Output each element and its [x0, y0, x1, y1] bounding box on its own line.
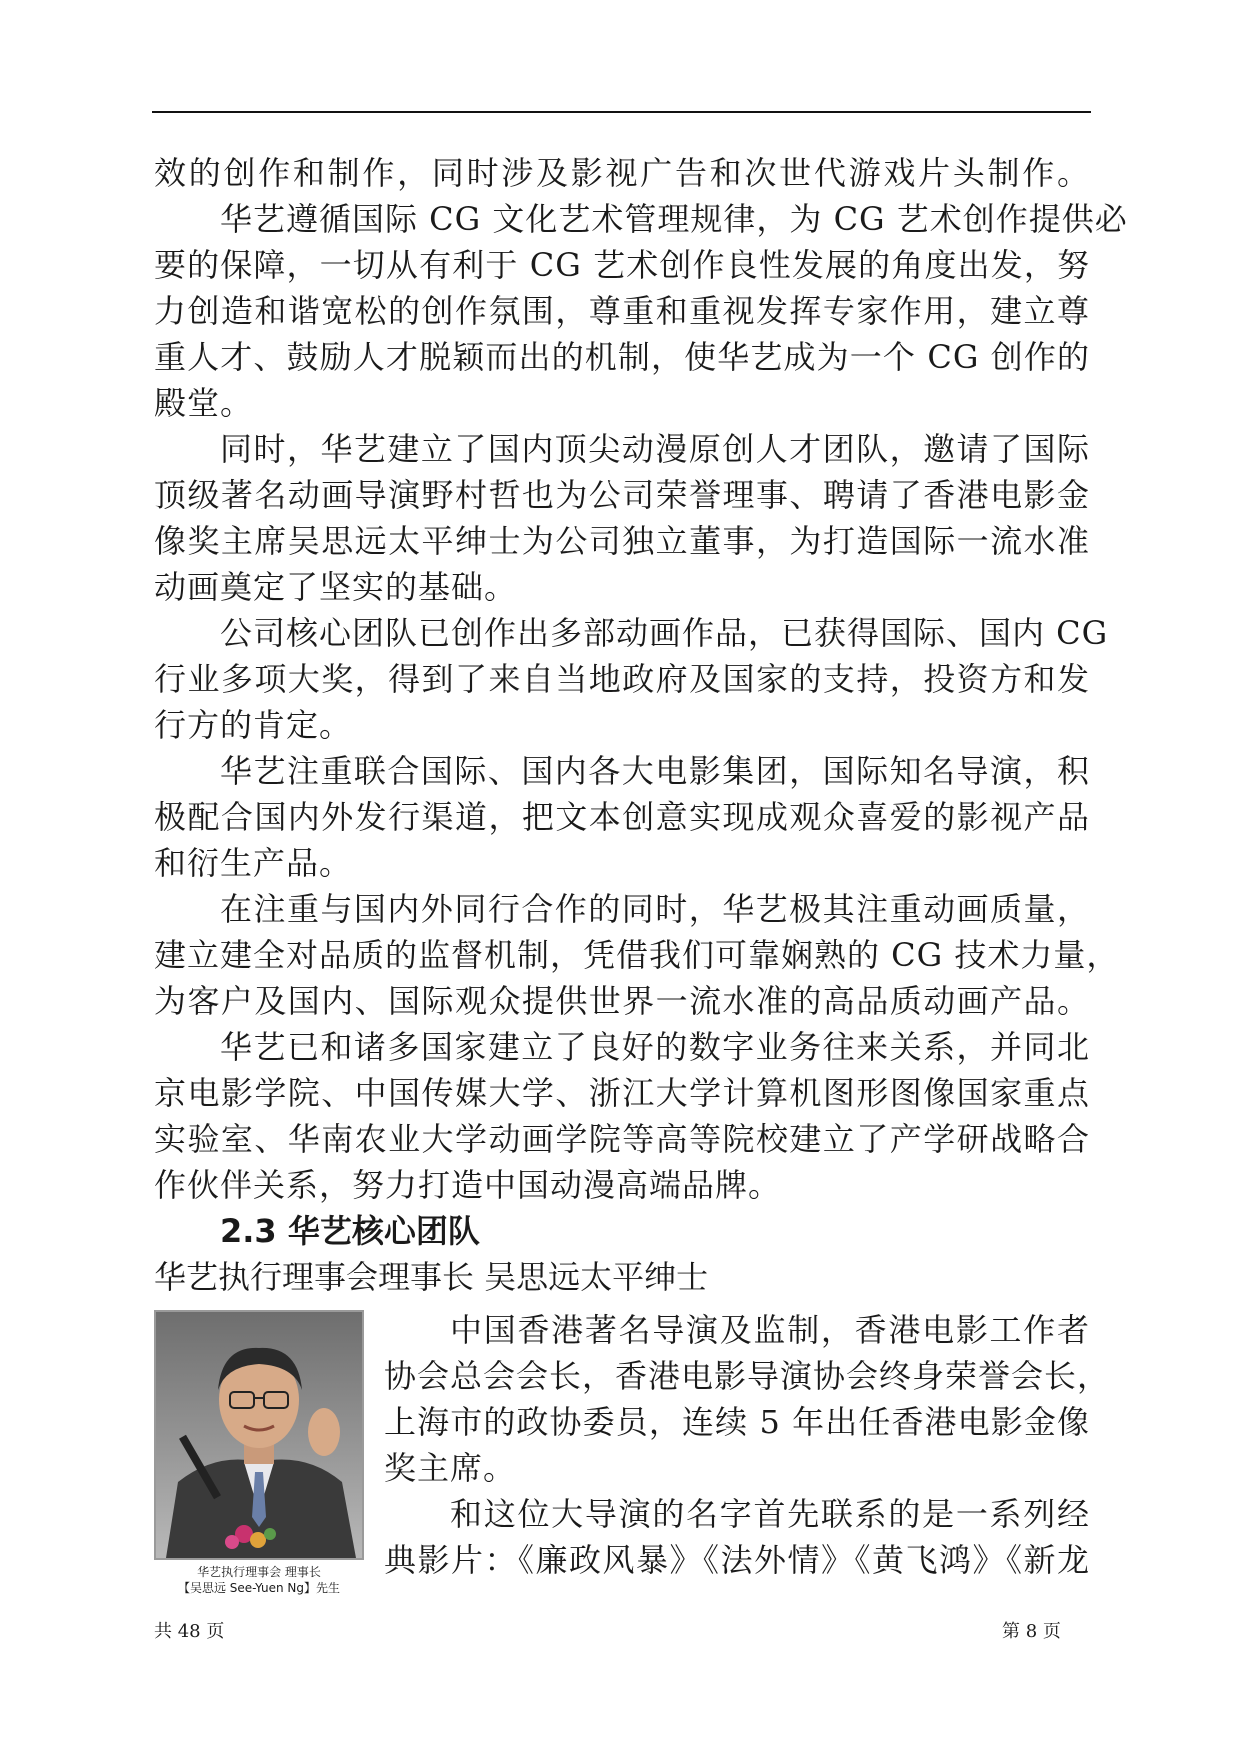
paragraph-line: 像奖主席吴思远太平绅士为公司独立董事，为打造国际一流水准 — [154, 522, 1090, 560]
profile-photo — [154, 1310, 364, 1560]
paragraph-line: 极配合国内外发行渠道，把文本创意实现成观众喜爱的影视产品 — [154, 798, 1090, 836]
paragraph-line: 和衍生产品。 — [154, 844, 353, 882]
paragraph-line: 要的保障，一切从有利于 CG 艺术创作良性发展的角度出发，努 — [154, 246, 1090, 284]
paragraph-line: 公司核心团队已创作出多部动画作品，已获得国际、国内 CG — [220, 614, 1109, 652]
main-text — [154, 150, 1128, 1300]
paragraph-line: 华艺注重联合国际、国内各大电影集团，国际知名导演，积 — [220, 752, 1090, 790]
caption-line: 【吴思远 See-Yuen Ng】先生 — [177, 1581, 341, 1595]
paragraph-line: 实验室、华南农业大学动画学院等高等院校建立了产学研战略合 — [154, 1120, 1090, 1158]
profile-text — [384, 1307, 1111, 1583]
photo-caption — [154, 1564, 364, 1596]
caption-line: 华艺执行理事会 理事长 — [197, 1565, 321, 1579]
paragraph-line: 和这位大导演的名字首先联系的是一系列经 — [450, 1495, 1090, 1533]
paragraph-line: 奖主席。 — [384, 1449, 517, 1487]
paragraph-line: 行方的肯定。 — [154, 706, 353, 744]
header-rule — [152, 111, 1091, 113]
paragraph-line: 在注重与国内外同行合作的同时，华艺极其注重动画质量， — [220, 890, 1090, 928]
footer-page-number: 第 8 页 — [1002, 1621, 1061, 1642]
paragraph-line: 上海市的政协委员，连续 5 年出任香港电影金像 — [384, 1403, 1090, 1441]
paragraph-line: 建立建全对品质的监督机制，凭借我们可靠娴熟的 CG 技术力量， — [154, 936, 1120, 974]
paragraph-line: 力创造和谐宽松的创作氛围，尊重和重视发挥专家作用，建立尊 — [154, 292, 1090, 330]
paragraph-line: 协会总会会长，香港电影导演协会终身荣誉会长， — [384, 1357, 1111, 1395]
paragraph-line: 华艺已和诸多国家建立了良好的数字业务往来关系，并同北 — [220, 1028, 1090, 1066]
paragraph-line: 中国香港著名导演及监制，香港电影工作者 — [450, 1311, 1090, 1349]
paragraph-line: 效的创作和制作，同时涉及影视广告和次世代游戏片头制作。 — [154, 154, 1090, 192]
role-title: 华艺执行理事会理事长 吴思远太平绅士 — [154, 1258, 709, 1296]
section-heading: 2.3 华艺核心团队 — [220, 1212, 480, 1250]
paragraph-line: 殿堂。 — [154, 384, 254, 422]
paragraph-line: 作伙伴关系，努力打造中国动漫高端品牌。 — [154, 1166, 782, 1204]
paragraph-line: 京电影学院、中国传媒大学、浙江大学计算机图形图像国家重点 — [154, 1074, 1090, 1112]
profile-photo-block — [154, 1310, 364, 1596]
paragraph-line: 重人才、鼓励人才脱颖而出的机制，使华艺成为一个 CG 创作的 — [154, 338, 1090, 376]
paragraph-line: 典影片：《廉政风暴》《法外情》《黄飞鸿》《新龙 — [384, 1541, 1090, 1579]
paragraph-line: 行业多项大奖，得到了来自当地政府及国家的支持，投资方和发 — [154, 660, 1090, 698]
paragraph-line: 同时，华艺建立了国内顶尖动漫原创人才团队，邀请了国际 — [220, 430, 1090, 468]
paragraph-line: 为客户及国内、国际观众提供世界一流水准的高品质动画产品。 — [154, 982, 1090, 1020]
footer-total-pages: 共 48 页 — [154, 1621, 225, 1642]
paragraph-line: 顶级著名动画导演野村哲也为公司荣誉理事、聘请了香港电影金 — [154, 476, 1090, 514]
paragraph-line: 华艺遵循国际 CG 文化艺术管理规律，为 CG 艺术创作提供必 — [220, 200, 1128, 238]
paragraph-line: 动画奠定了坚实的基础。 — [154, 568, 518, 606]
